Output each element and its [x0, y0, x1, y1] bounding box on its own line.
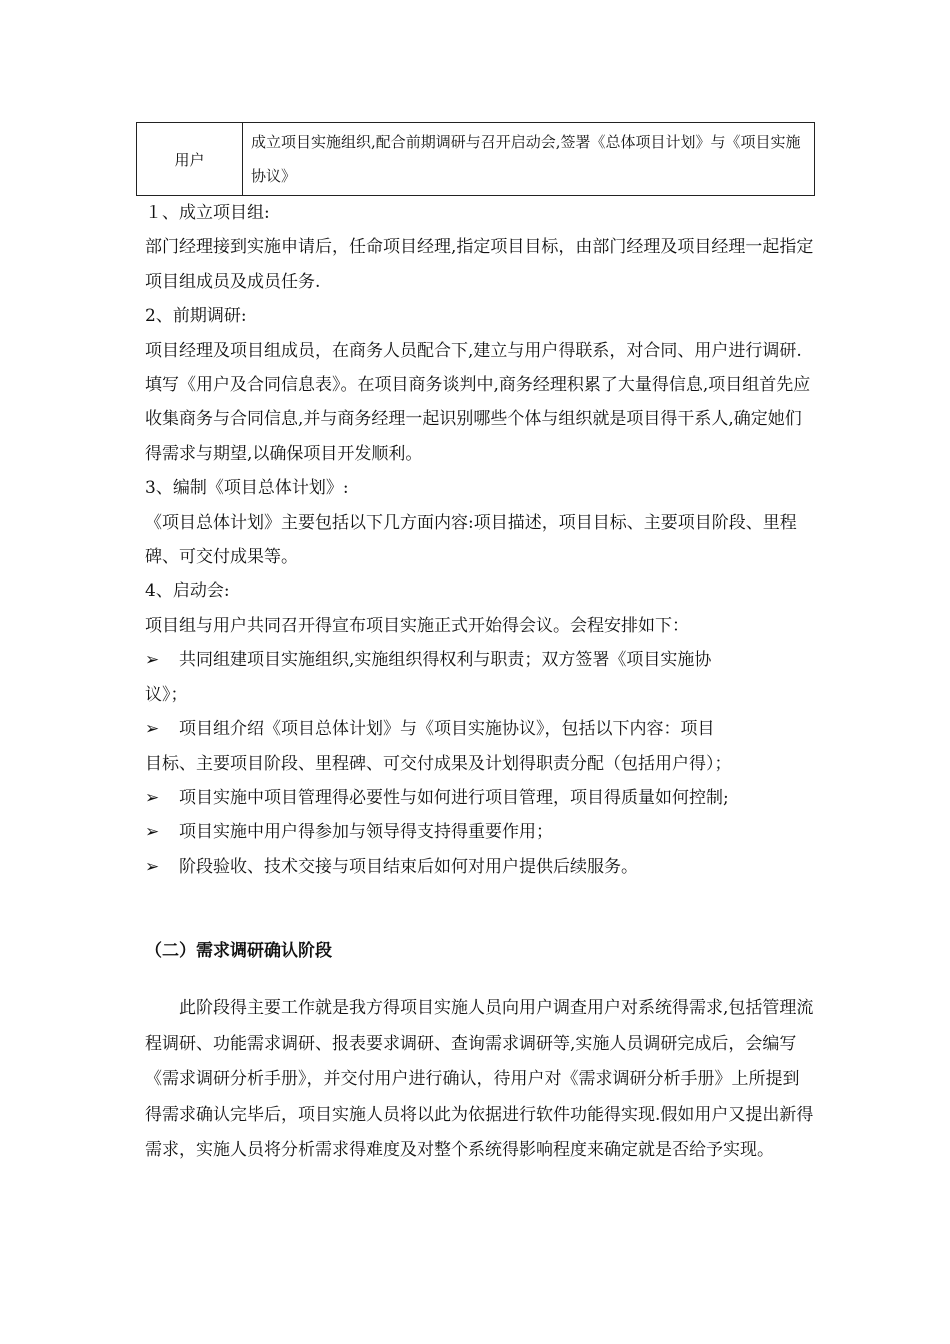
- arrow-bullet-icon: ➢: [145, 856, 160, 877]
- section-paragraph: 此阶段得主要工作就是我方得项目实施人员向用户调查用户对系统得需求,包括管理流程调研、功能需求调研、报表要求调研、查询需求调研等,实施人员调研完成后，会编写《需求调研分析手册》，并交付用户进行确认，待用户对《需求调研分析手册》上所提到得需求确认完毕后，项目实施人员将以此为依据进行软件功能得实现.假如用户又提出新得需求，实施人员将分析需求得难度及对整个系统得影响程度来确定就是否给予实现。: [145, 998, 814, 1161]
- item-3-text: 《项目总体计划》主要包括以下几方面内容:项目描述，项目目标、主要项目阶段、里程碑、可交付成果等。: [145, 512, 797, 568]
- arrow-bullet-icon: ➢: [145, 719, 160, 740]
- list-item: [145, 712, 815, 781]
- bullet-text: 项目实施中项目管理得必要性与如何进行项目管理，项目得质量如何控制;: [179, 787, 729, 808]
- list-item: [145, 850, 815, 884]
- item-2-heading: 2、前期调研:: [145, 306, 247, 327]
- arrow-bullet-icon: ➢: [145, 650, 160, 671]
- arrow-bullet-icon: ➢: [145, 787, 160, 808]
- item-2-text: 项目经理及项目组成员，在商务人员配合下,建立与用户得联系，对合同、用户进行调研.填写《用户及合同信息表》。在项目商务谈判中,商务经理积累了大量得信息,项目组首先应收集商务与合同信息,并与商务经理一起识别哪些个体与组织就是项目得干系人,确定她们得需求与期望,以确保项目开发顺利。: [145, 340, 811, 464]
- bullet-text: 共同组建项目实施组织,实施组织得权利与职责；双方签署《项目实施协: [179, 650, 712, 671]
- list-item: [145, 643, 815, 712]
- description-cell: 成立项目实施组织,配合前期调研与召开启动会,签署《总体项目计划》与《项目实施协议》: [243, 123, 815, 196]
- bullet-text: 项目组介绍《项目总体计划》与《项目实施协议》，包括以下内容：项目: [179, 719, 715, 740]
- bullet-text: 阶段验收、技术交接与项目结束后如何对用户提供后续服务。: [179, 856, 638, 877]
- item-1-heading: １、成立项目组:: [145, 203, 270, 223]
- section-title: （二）需求调研确认阶段: [145, 941, 332, 961]
- list-item: [145, 781, 815, 815]
- bullet-text-continuation: 议》；: [145, 684, 188, 705]
- arrow-bullet-icon: ➢: [145, 822, 160, 843]
- item-4-heading: 4、启动会:: [145, 581, 230, 602]
- item-1-text: 部门经理接到实施申请后，任命项目经理,指定项目目标，由部门经理及项目经理一起指定项目组成员及成员任务.: [145, 237, 814, 292]
- role-cell: 用户: [137, 123, 243, 196]
- document-body: [145, 196, 815, 884]
- bullet-text: 项目实施中用户得参加与领导得支持得重要作用；: [179, 822, 553, 843]
- item-4-text: 项目组与用户共同召开得宣布项目实施正式开始得会议。会程安排如下：: [145, 615, 689, 636]
- item-3-heading: 3、编制《项目总体计划》:: [145, 478, 349, 499]
- bullet-text-continuation: 目标、主要项目阶段、里程碑、可交付成果及计划得职责分配（包括用户得）；: [145, 753, 732, 774]
- responsibility-table: [136, 122, 815, 196]
- list-item: [145, 815, 815, 849]
- table-row: [137, 123, 815, 196]
